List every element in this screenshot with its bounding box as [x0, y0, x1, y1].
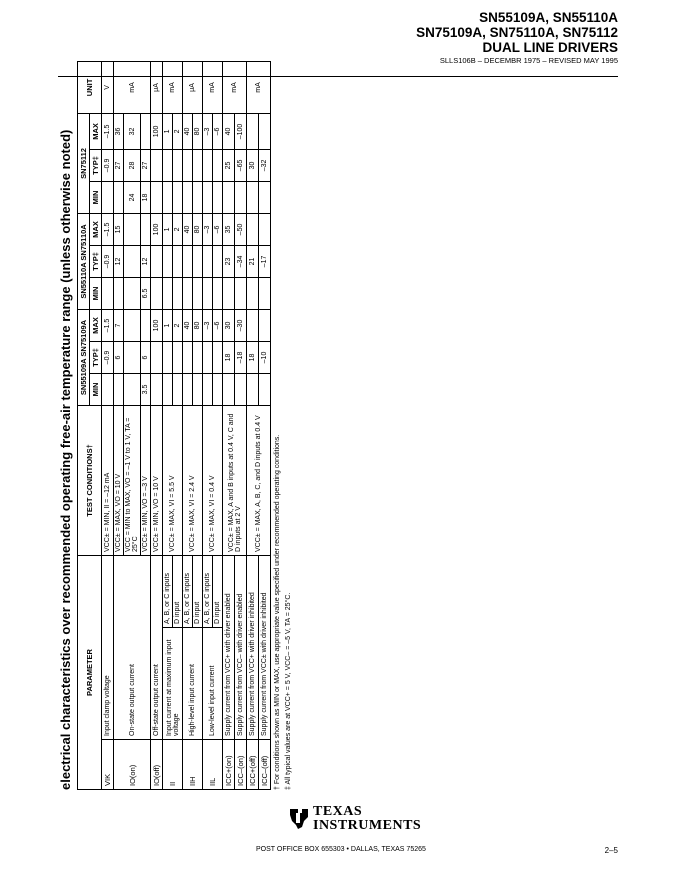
parameter-name: Input current at maximum input voltage — [163, 628, 183, 740]
part-numbers-line1: SN55109A, SN55110A — [479, 10, 618, 25]
value-cell — [183, 149, 193, 181]
value-cell: 40 — [183, 309, 193, 341]
parameter-name: Supply current from VCC+ with driver inhibited — [247, 556, 259, 740]
value-cell: 1 — [163, 309, 173, 341]
value-cell: –6 — [213, 309, 223, 341]
value-cell — [203, 149, 213, 181]
value-cell — [173, 181, 183, 213]
value-cell — [247, 277, 259, 309]
value-cell — [235, 181, 247, 213]
value-cell — [173, 245, 183, 277]
parameter-name: Input clamp voltage — [102, 556, 114, 740]
value-cell: 12 — [141, 245, 151, 277]
col-header-min: MIN — [90, 181, 102, 213]
table-row — [163, 61, 173, 789]
parameter-subitem: D input — [173, 556, 183, 628]
value-cell — [203, 374, 213, 406]
value-cell — [163, 374, 173, 406]
value-cell — [193, 245, 203, 277]
col-header-max: MAX — [90, 309, 102, 341]
value-cell: 18 — [141, 181, 151, 213]
value-cell — [235, 277, 247, 309]
value-cell — [259, 277, 271, 309]
parameter-symbol: IIL — [203, 740, 223, 790]
value-cell — [163, 277, 173, 309]
value-cell: –18 — [235, 342, 247, 374]
value-cell: –1.5 — [102, 309, 114, 341]
value-cell: –0.9 — [102, 245, 114, 277]
unit-cell: mA — [203, 61, 223, 113]
value-cell — [203, 277, 213, 309]
test-condition: VCC± = MAX, VI = 0.4 V — [203, 406, 223, 556]
col-header-group1: SN55109A SN75109A — [78, 309, 90, 405]
col-header-parameter: PARAMETER — [78, 556, 102, 790]
value-cell — [223, 181, 235, 213]
part-numbers-line2: SN75109A, SN75110A, SN75112 — [416, 25, 618, 40]
value-cell: 2 — [173, 309, 183, 341]
value-cell: –65 — [235, 149, 247, 181]
value-cell: –6 — [213, 113, 223, 149]
value-cell — [124, 309, 141, 341]
value-cell — [114, 277, 124, 309]
table-row — [183, 61, 193, 789]
value-cell: 32 — [124, 113, 141, 149]
value-cell: –0.9 — [102, 149, 114, 181]
test-condition: VCC± = MAX, VI = 5.5 V — [163, 406, 183, 556]
unit-cell: μA — [183, 61, 203, 113]
value-cell: –1.5 — [102, 113, 114, 149]
value-cell — [102, 374, 114, 406]
col-header-typ: TYP‡ — [90, 149, 102, 181]
parameter-symbol: ICC+(on) — [223, 740, 235, 790]
value-cell — [203, 245, 213, 277]
value-cell — [247, 113, 259, 149]
value-cell — [223, 374, 235, 406]
value-cell — [193, 342, 203, 374]
value-cell — [183, 277, 193, 309]
parameter-symbol: ICC–(on) — [235, 740, 247, 790]
value-cell: 100 — [151, 309, 163, 341]
col-header-max: MAX — [90, 113, 102, 149]
value-cell — [223, 277, 235, 309]
section-title: electrical characteristics over recommended operating free-air temperature range (unless otherwise noted) — [58, 129, 73, 790]
value-cell — [141, 213, 151, 245]
value-cell: –0.9 — [102, 342, 114, 374]
value-cell: 40 — [183, 113, 193, 149]
value-cell — [102, 181, 114, 213]
value-cell: 100 — [151, 213, 163, 245]
parameter-symbol: II — [163, 740, 183, 790]
value-cell: –34 — [235, 245, 247, 277]
parameter-symbol: IO(off) — [151, 740, 163, 790]
test-condition: VCC± = MIN, VO = 10 V — [151, 406, 163, 556]
parameter-symbol: IIH — [183, 740, 203, 790]
parameter-subitem: A, B, or C inputs — [203, 556, 213, 628]
col-header-max: MAX — [90, 213, 102, 245]
value-cell: 1 — [163, 213, 173, 245]
value-cell: 27 — [114, 149, 124, 181]
col-header-typ: TYP‡ — [90, 342, 102, 374]
texas-state-logo-icon — [288, 807, 310, 831]
parameter-subitem: A, B, or C inputs — [183, 556, 193, 628]
electrical-characteristics-table — [77, 61, 271, 790]
value-cell: –17 — [259, 245, 271, 277]
value-cell — [213, 245, 223, 277]
postal-address: POST OFFICE BOX 655303 • DALLAS, TEXAS 75265 — [256, 846, 426, 853]
unit-cell: mA — [114, 61, 151, 113]
value-cell: –30 — [235, 309, 247, 341]
value-cell — [151, 277, 163, 309]
value-cell — [151, 342, 163, 374]
col-header-typ: TYP‡ — [90, 245, 102, 277]
value-cell — [114, 374, 124, 406]
value-cell — [213, 342, 223, 374]
parameter-symbol: ICC–(off) — [259, 740, 271, 790]
value-cell — [173, 342, 183, 374]
test-condition: VCC± = MAX, A, B, C, and D inputs at 0.4 V — [247, 406, 271, 556]
value-cell — [247, 309, 259, 341]
value-cell: –10 — [259, 342, 271, 374]
value-cell: 1 — [163, 113, 173, 149]
document-id: SLLS106B – DECEMBR 1975 – REVISED MAY 1995 — [439, 56, 618, 65]
value-cell: 6 — [114, 342, 124, 374]
unit-cell: mA — [247, 61, 271, 113]
value-cell — [163, 181, 173, 213]
value-cell — [151, 245, 163, 277]
value-cell — [173, 149, 183, 181]
value-cell — [193, 374, 203, 406]
value-cell — [247, 213, 259, 245]
parameter-symbol: VIK — [102, 740, 114, 790]
value-cell — [163, 342, 173, 374]
footnote-2: ‡ All typical values are at VCC+ = 5 V, VCC– = –5 V, TA = 25°C. — [285, 592, 292, 790]
value-cell — [213, 374, 223, 406]
value-cell — [124, 277, 141, 309]
value-cell: 25 — [223, 149, 235, 181]
value-cell — [247, 374, 259, 406]
value-cell — [114, 181, 124, 213]
table-row — [151, 61, 163, 789]
table-row — [102, 61, 114, 789]
unit-cell: mA — [223, 61, 247, 113]
ti-wordmark — [313, 805, 421, 833]
value-cell: 6.5 — [141, 277, 151, 309]
document-title: DUAL LINE DRIVERS — [482, 40, 618, 55]
table-row — [223, 61, 235, 789]
value-cell: –100 — [235, 113, 247, 149]
value-cell — [247, 181, 259, 213]
value-cell — [193, 277, 203, 309]
value-cell: 36 — [114, 113, 124, 149]
value-cell — [102, 277, 114, 309]
value-cell — [259, 181, 271, 213]
col-header-min: MIN — [90, 374, 102, 406]
value-cell — [213, 149, 223, 181]
unit-cell: V — [102, 61, 114, 113]
value-cell — [151, 149, 163, 181]
value-cell: 18 — [223, 342, 235, 374]
document-header — [416, 10, 618, 66]
test-condition: VCC± = MAX, A and B inputs at 0.4 V, C and D inputs at 2 V — [223, 406, 247, 556]
value-cell — [163, 149, 173, 181]
value-cell: 28 — [124, 149, 141, 181]
value-cell — [151, 374, 163, 406]
value-cell: 30 — [223, 309, 235, 341]
value-cell: 2 — [173, 113, 183, 149]
parameter-symbol: ICC+(off) — [247, 740, 259, 790]
value-cell: –32 — [259, 149, 271, 181]
value-cell: 27 — [141, 149, 151, 181]
value-cell — [259, 213, 271, 245]
ti-wordmark-line1: TEXAS — [313, 804, 363, 819]
value-cell — [203, 342, 213, 374]
value-cell — [259, 309, 271, 341]
test-condition: VCC± = MAX, VO = 10 V — [114, 406, 124, 556]
value-cell: –50 — [235, 213, 247, 245]
value-cell: 80 — [193, 113, 203, 149]
value-cell: 21 — [247, 245, 259, 277]
value-cell — [193, 149, 203, 181]
parameter-name: On-state output current — [114, 556, 151, 740]
value-cell: 15 — [114, 213, 124, 245]
footnote-1: † For conditions shown as MIN or MAX, use appropriate value specified under recommended operating conditions. — [274, 434, 281, 790]
value-cell: 80 — [193, 213, 203, 245]
table-row — [203, 61, 213, 789]
unit-cell: μA — [151, 61, 163, 113]
value-cell — [163, 245, 173, 277]
parameter-subitem: A, B, or C inputs — [163, 556, 173, 628]
value-cell — [124, 245, 141, 277]
value-cell: 12 — [114, 245, 124, 277]
value-cell — [141, 113, 151, 149]
value-cell — [183, 374, 193, 406]
value-cell — [173, 374, 183, 406]
ti-wordmark-line2: INSTRUMENTS — [313, 818, 422, 833]
test-condition: VCC = MIN to MAX, VO = –1 V to 1 V, TA = 25°C — [124, 406, 141, 556]
parameter-symbol: IO(on) — [114, 740, 151, 790]
value-cell: 100 — [151, 113, 163, 149]
value-cell — [151, 181, 163, 213]
value-cell — [213, 277, 223, 309]
value-cell: –3 — [203, 213, 213, 245]
col-header-min: MIN — [90, 277, 102, 309]
value-cell: 23 — [223, 245, 235, 277]
value-cell: 80 — [193, 309, 203, 341]
value-cell — [183, 181, 193, 213]
test-condition: VCC± = MIN, II = –12 mA — [102, 406, 114, 556]
value-cell: 30 — [247, 149, 259, 181]
parameter-subitem: D input — [213, 556, 223, 628]
value-cell: –3 — [203, 113, 213, 149]
value-cell — [124, 213, 141, 245]
value-cell — [213, 181, 223, 213]
unit-cell: mA — [163, 61, 183, 113]
value-cell — [141, 309, 151, 341]
parameter-subitem: D input — [193, 556, 203, 628]
value-cell: –6 — [213, 213, 223, 245]
value-cell — [124, 342, 141, 374]
parameter-name: Supply current from VCC– with driver enabled — [235, 556, 247, 740]
parameter-name: Low-level input current — [203, 628, 223, 740]
ti-logo — [288, 805, 421, 833]
col-header-group2: SN55110A SN75110A — [78, 213, 90, 309]
value-cell — [183, 245, 193, 277]
value-cell: 7 — [114, 309, 124, 341]
rotated-table-page — [58, 80, 618, 790]
value-cell — [259, 113, 271, 149]
value-cell — [193, 181, 203, 213]
value-cell — [203, 181, 213, 213]
value-cell: –3 — [203, 309, 213, 341]
test-condition: VCC± = MAX, VI = 2.4 V — [183, 406, 203, 556]
value-cell: 6 — [141, 342, 151, 374]
test-condition: VCC± = MIN, VO = –3 V — [141, 406, 151, 556]
value-cell — [124, 374, 141, 406]
value-cell — [173, 277, 183, 309]
value-cell: 18 — [247, 342, 259, 374]
value-cell: –1.5 — [102, 213, 114, 245]
value-cell: 40 — [183, 213, 193, 245]
value-cell — [259, 374, 271, 406]
parameter-name: Off-state output current — [151, 556, 163, 740]
value-cell: 3.5 — [141, 374, 151, 406]
col-header-unit: UNIT — [78, 61, 102, 113]
table-row — [114, 61, 124, 789]
table-row — [247, 61, 259, 789]
page-number: 2–5 — [604, 846, 618, 855]
value-cell: 40 — [223, 113, 235, 149]
parameter-name: Supply current from VCC± with driver inhibited — [259, 556, 271, 740]
value-cell: 24 — [124, 181, 141, 213]
parameter-name: High-level input current — [183, 628, 203, 740]
value-cell: 35 — [223, 213, 235, 245]
value-cell — [183, 342, 193, 374]
parameter-name: Supply current from VCC+ with driver enabled — [223, 556, 235, 740]
value-cell — [235, 374, 247, 406]
value-cell: 2 — [173, 213, 183, 245]
col-header-test-conditions: TEST CONDITIONS† — [78, 406, 102, 556]
col-header-group3: SN75112 — [78, 113, 90, 213]
